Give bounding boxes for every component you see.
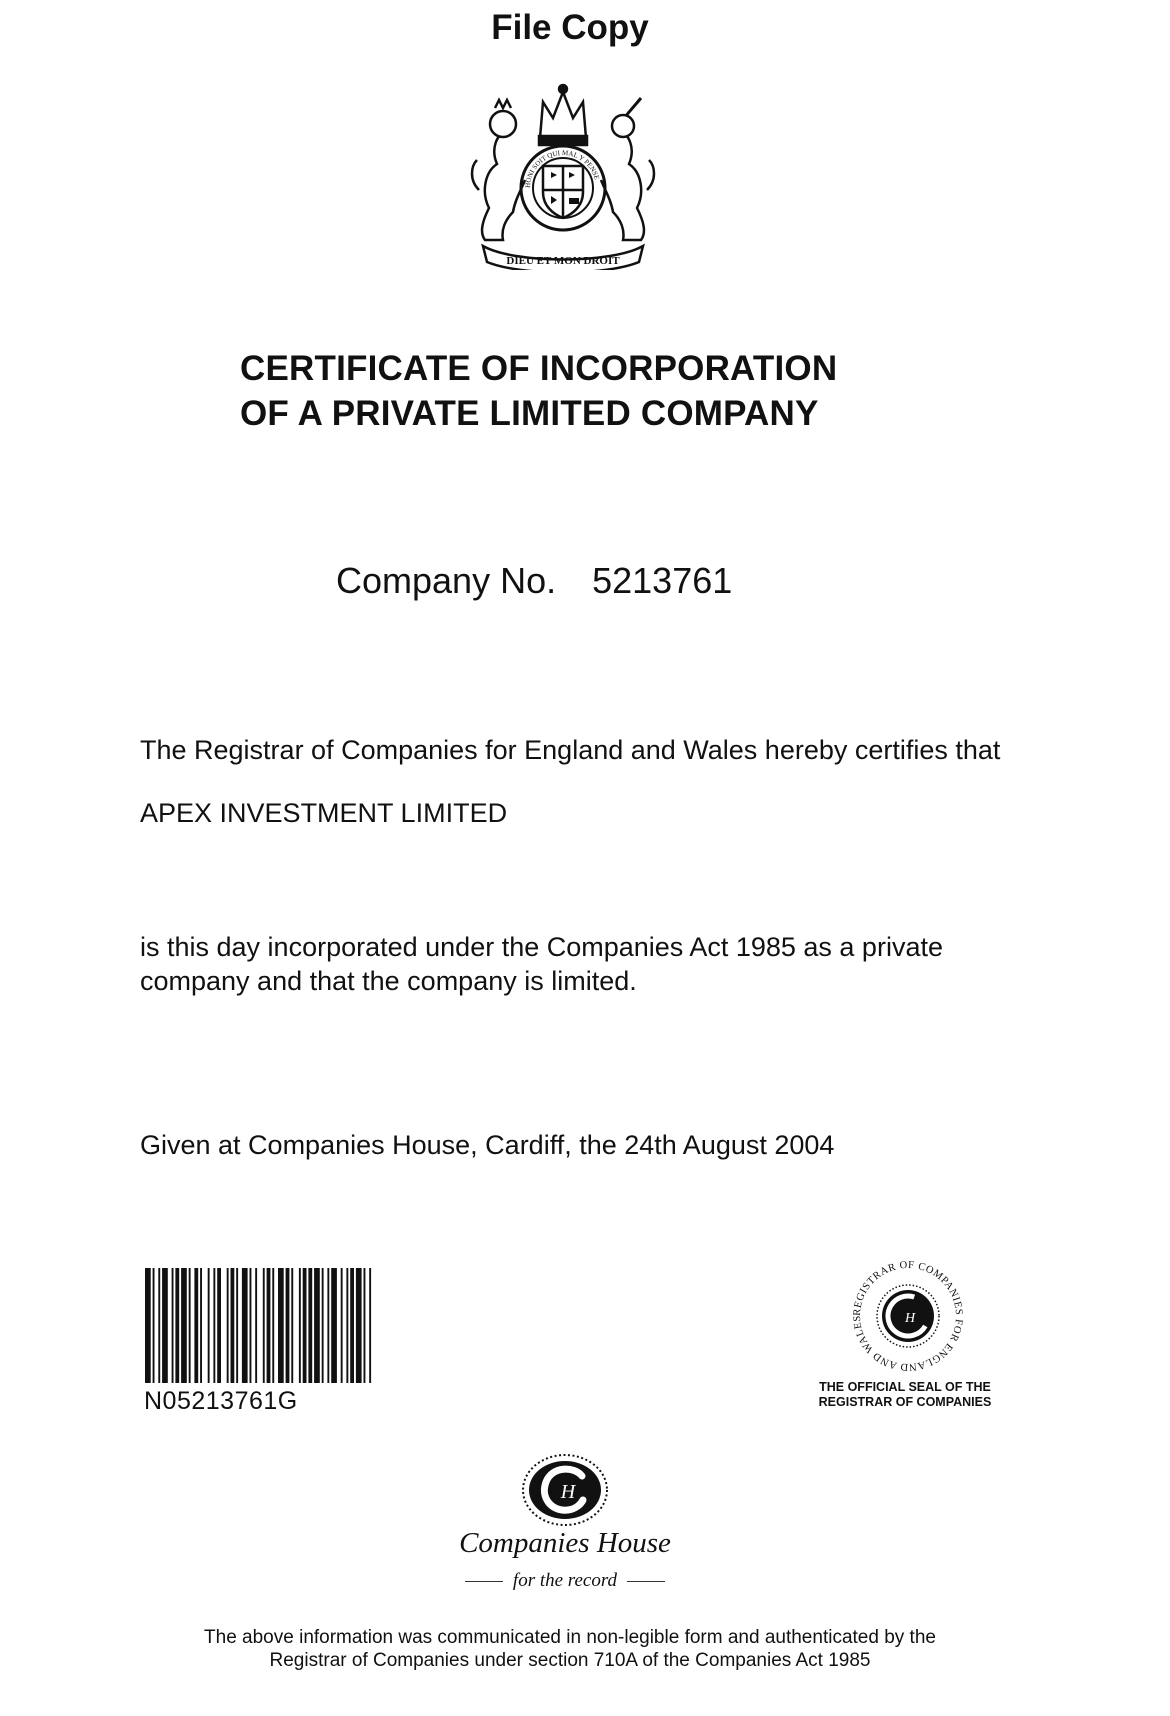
seal-caption-line2: REGISTRAR OF COMPANIES — [818, 1395, 992, 1409]
svg-text:H: H — [560, 1481, 576, 1503]
barcode-bar — [272, 1268, 274, 1383]
incorporation-statement-line2: company and that the company is limited. — [140, 966, 637, 996]
seal-caption — [790, 1380, 1020, 1410]
companies-house-tagline — [0, 1570, 1130, 1592]
barcode-bar — [231, 1268, 235, 1383]
seal-caption-line1: THE OFFICIAL SEAL OF THE — [819, 1380, 991, 1394]
barcode-bar — [200, 1268, 202, 1383]
barcode-icon — [145, 1268, 430, 1383]
barcode-bar — [250, 1268, 252, 1383]
barcode-bar — [189, 1268, 191, 1383]
companies-house-logo-icon — [520, 1452, 610, 1528]
certificate-title-line2: OF A PRIVATE LIMITED COMPANY — [240, 394, 819, 433]
barcode-bar — [346, 1268, 348, 1383]
barcode-bar — [314, 1268, 320, 1383]
barcode-bar — [213, 1268, 215, 1383]
footer-notice — [0, 1626, 1140, 1672]
barcode-bar — [308, 1268, 312, 1383]
certificate-title-line1: CERTIFICATE OF INCORPORATION — [240, 349, 838, 388]
barcode-bar — [291, 1268, 293, 1383]
incorporation-statement-line1: is this day incorporated under the Companies Act 1985 as a private — [140, 932, 943, 962]
companies-house-name: Companies House — [459, 1527, 671, 1559]
barcode-bar — [299, 1268, 301, 1383]
footer-line2: Registrar of Companies under section 710A of the Companies Act 1985 — [269, 1650, 871, 1671]
garter-motto: HONI SOIT QUI MAL Y PENSE — [523, 148, 601, 189]
barcode-bar — [175, 1268, 179, 1383]
company-number-value: 5213761 — [592, 560, 733, 601]
barcode-bar — [227, 1268, 229, 1383]
barcode-bar — [364, 1268, 366, 1383]
company-number-row — [336, 560, 732, 602]
barcode-bar — [322, 1268, 324, 1383]
barcode-bar — [172, 1268, 174, 1383]
barcode-bar — [153, 1268, 155, 1383]
barcode-bar — [369, 1268, 371, 1383]
royal-coat-of-arms-icon — [455, 80, 670, 270]
given-at-statement: Given at Companies House, Cardiff, the 24th August 2004 — [140, 1130, 835, 1160]
barcode-bar — [217, 1268, 221, 1383]
barcode-bar — [331, 1268, 337, 1383]
barcode-bar — [242, 1268, 248, 1383]
barcode-bar — [162, 1268, 168, 1383]
barcode-bar — [303, 1268, 307, 1383]
barcode-bar — [181, 1268, 187, 1383]
barcode-bar — [236, 1268, 238, 1383]
barcode-bar — [327, 1268, 329, 1383]
company-name: APEX INVESTMENT LIMITED — [140, 798, 508, 828]
tagline-text: for the record — [512, 1570, 618, 1591]
barcode-bar — [350, 1268, 354, 1383]
footer-line1: The above information was communicated in non-legible form and authenticated by the — [204, 1627, 936, 1648]
barcode-bar — [255, 1268, 257, 1383]
svg-text:H: H — [904, 1311, 916, 1326]
barcode-bar — [145, 1268, 151, 1383]
file-copy-heading: File Copy — [491, 8, 649, 47]
registrar-seal-icon — [838, 1246, 978, 1386]
tagline-rule-left — [465, 1581, 503, 1582]
barcode-bar — [267, 1268, 271, 1383]
barcode-bar — [208, 1268, 210, 1383]
tagline-rule-right — [627, 1581, 665, 1582]
seal-ring-text: REGISTRAR OF COMPANIES FOR ENGLAND AND WALES — [851, 1259, 965, 1373]
crest-motto: DIEU ET MON DROIT — [506, 255, 620, 267]
barcode-bar — [278, 1268, 284, 1383]
barcode-bar — [194, 1268, 198, 1383]
certificate-title — [240, 346, 837, 436]
company-number-label: Company No. — [336, 560, 557, 601]
barcode-bar — [263, 1268, 265, 1383]
barcode-number: N05213761G — [144, 1387, 298, 1415]
barcode-bar — [286, 1268, 290, 1383]
barcode-bar — [356, 1268, 362, 1383]
barcode-bar — [158, 1268, 160, 1383]
registrar-statement: The Registrar of Companies for England and Wales hereby certifies that — [140, 735, 1001, 765]
barcode-bar — [341, 1268, 343, 1383]
